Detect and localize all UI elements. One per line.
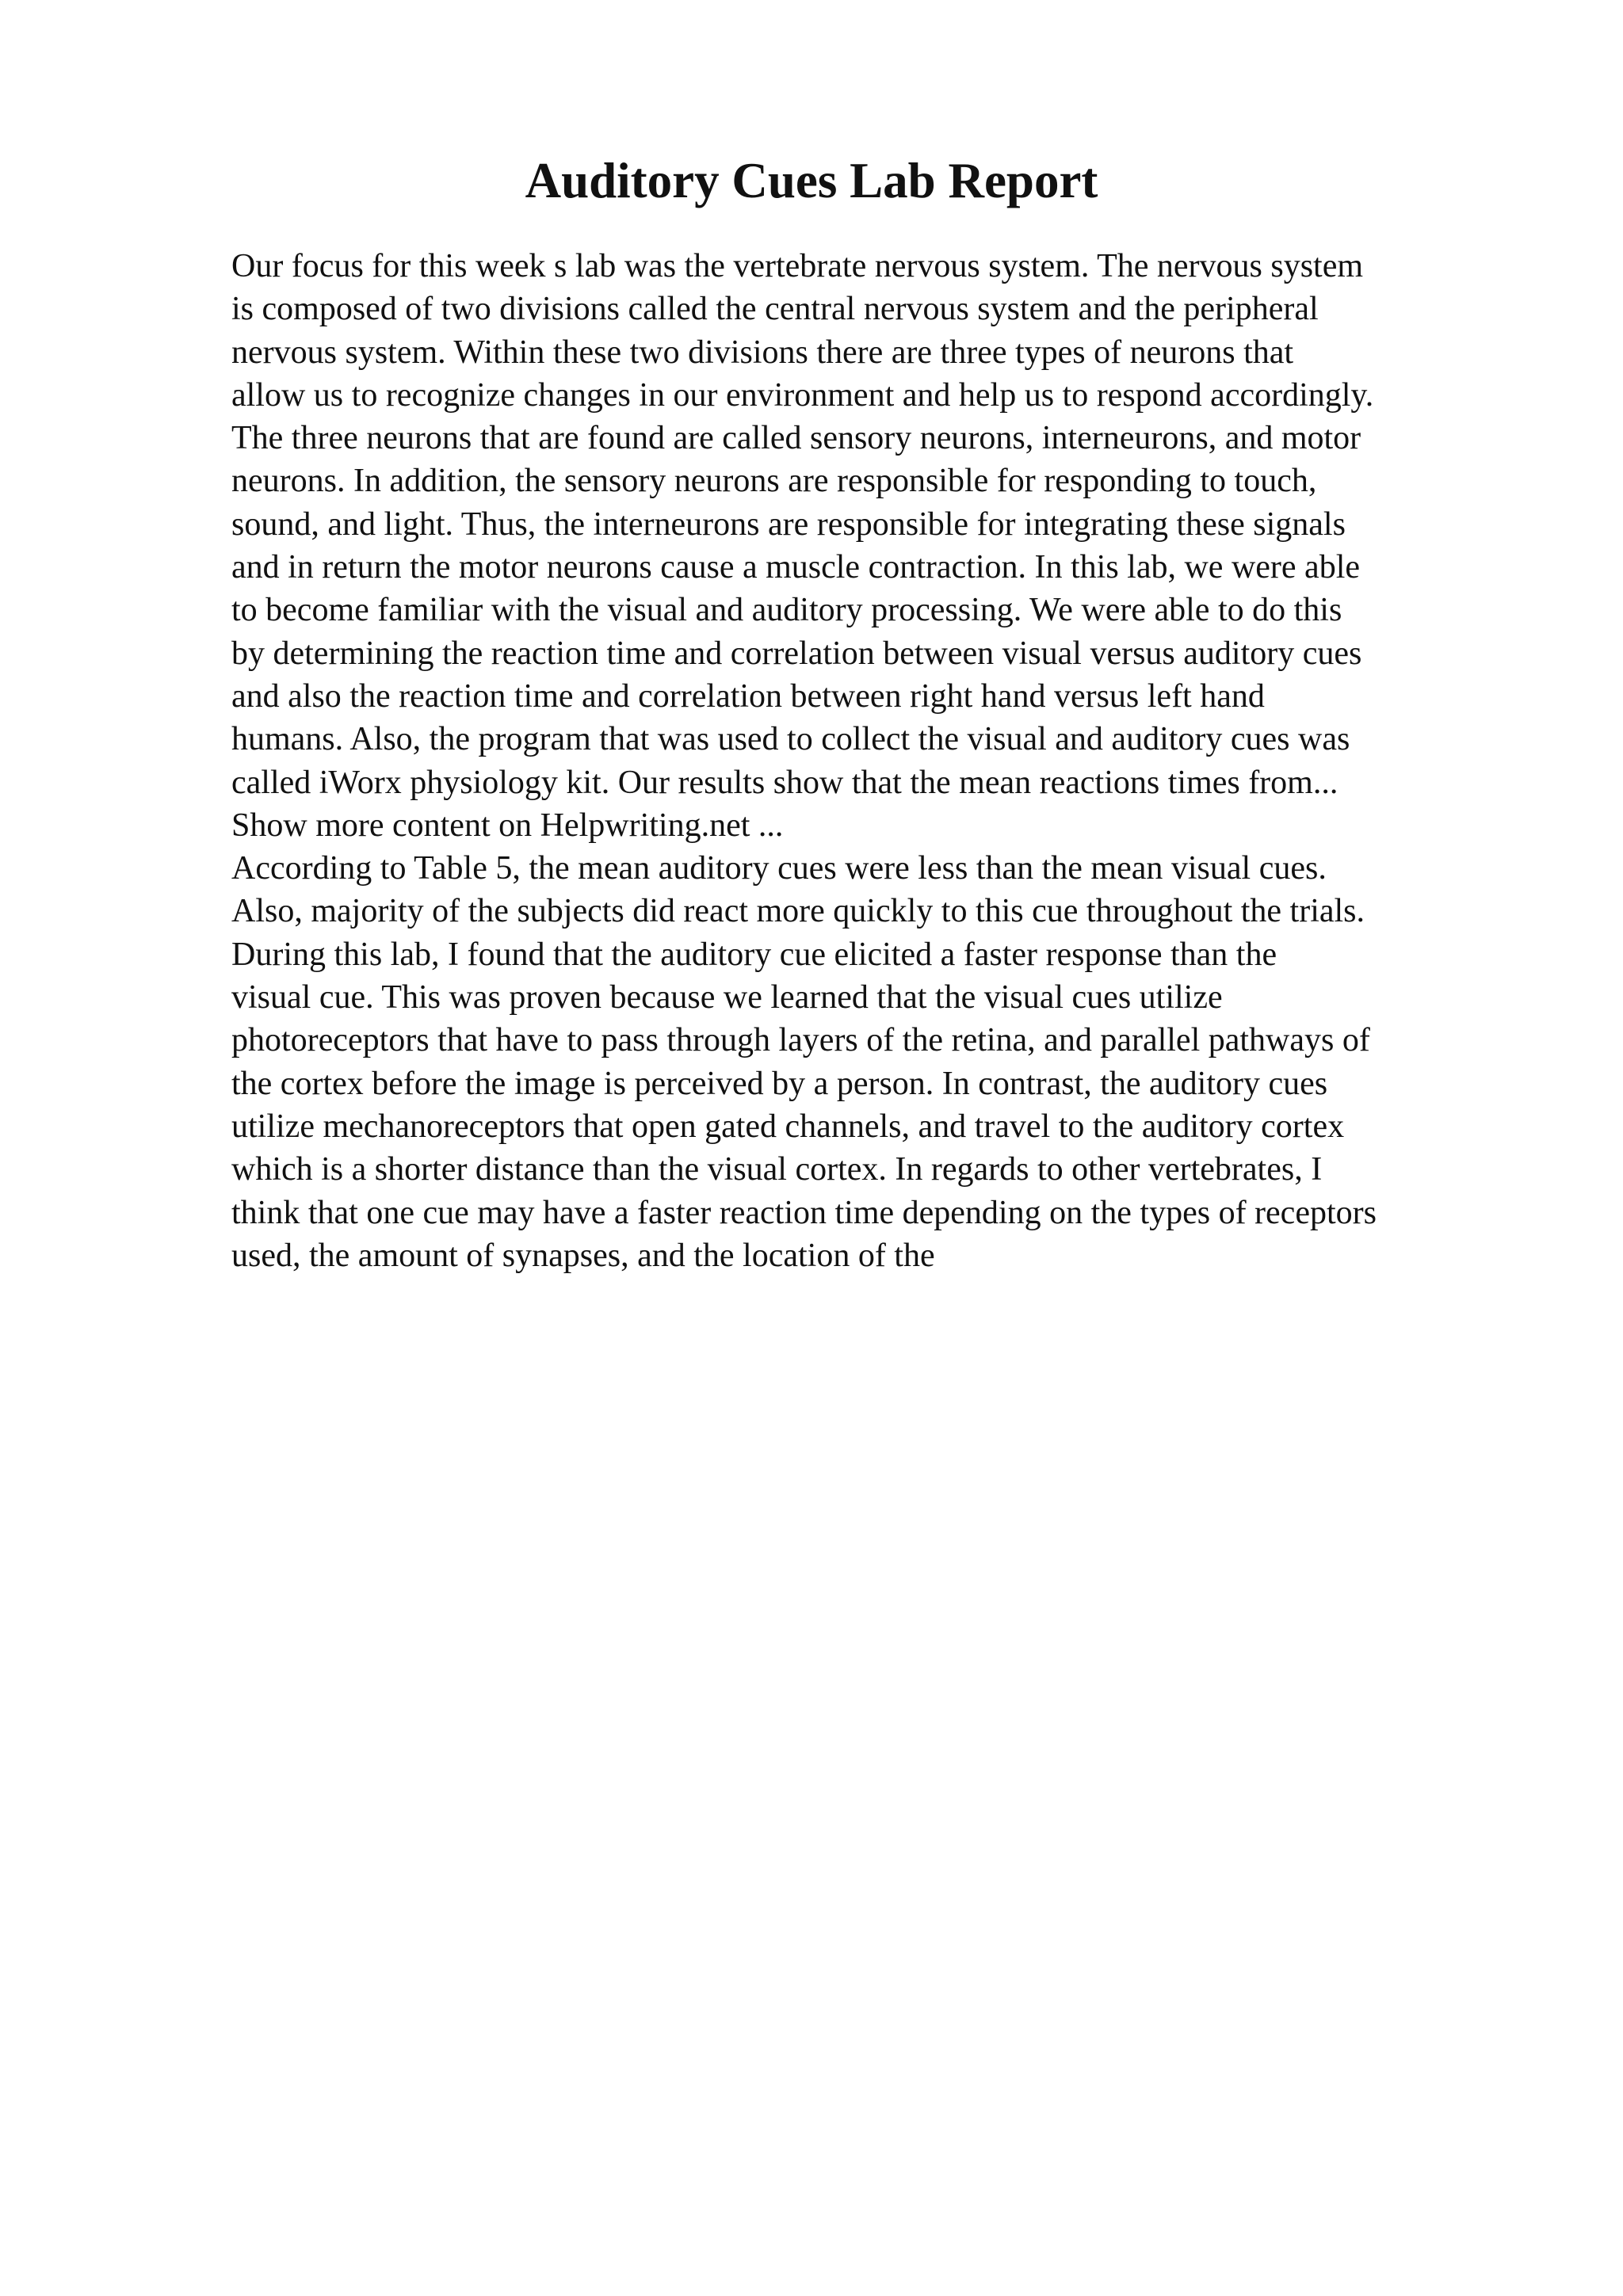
body-line: utilize mechanoreceptors that open gated channels, and travel to the auditory cortex bbox=[231, 1108, 1345, 1145]
body-line: called iWorx physiology kit. Our results show that the mean reactions times from... bbox=[231, 764, 1338, 801]
body-line: humans. Also, the program that was used to collect the visual and auditory cues was bbox=[231, 721, 1350, 758]
body-line: allow us to recognize changes in our environment and help us to respond accordingly. bbox=[231, 376, 1374, 414]
body-line: by determining the reaction time and correlation between visual versus auditory cues bbox=[231, 635, 1362, 672]
body-line: During this lab, I found that the auditory cue elicited a faster response than the bbox=[231, 936, 1277, 973]
body-line: the cortex before the image is perceived by a person. In contrast, the auditory cues bbox=[231, 1065, 1328, 1102]
body-line: which is a shorter distance than the visual cortex. In regards to other vertebrates, I bbox=[231, 1151, 1323, 1188]
show-more-link[interactable]: Show more content on Helpwriting.net ... bbox=[231, 807, 784, 844]
body-line: The three neurons that are found are called sensory neurons, interneurons, and motor bbox=[231, 420, 1361, 457]
body-line: to become familiar with the visual and auditory processing. We were able to do this bbox=[231, 592, 1342, 629]
body-line: used, the amount of synapses, and the location of the bbox=[231, 1237, 935, 1274]
document-body bbox=[231, 245, 1531, 1277]
body-line: sound, and light. Thus, the interneurons are responsible for integrating these signals bbox=[231, 505, 1346, 543]
body-line: Our focus for this week s lab was the vertebrate nervous system. The nervous system bbox=[231, 248, 1364, 284]
body-line: Also, majority of the subjects did react more quickly to this cue throughout the trials. bbox=[231, 893, 1365, 930]
body-line: nervous system. Within these two divisions there are three types of neurons that bbox=[231, 334, 1294, 371]
document-title: Auditory Cues Lab Report bbox=[525, 153, 1098, 208]
body-line: According to Table 5, the mean auditory cues were less than the mean visual cues. bbox=[231, 850, 1327, 887]
body-line: and in return the motor neurons cause a muscle contraction. In this lab, we were able bbox=[231, 549, 1361, 586]
body-line: photoreceptors that have to pass through layers of the retina, and parallel pathways of bbox=[231, 1022, 1370, 1059]
body-line: is composed of two divisions called the central nervous system and the peripheral bbox=[231, 291, 1319, 328]
body-line: neurons. In addition, the sensory neurons are responsible for responding to touch, bbox=[231, 463, 1317, 500]
body-line: visual cue. This was proven because we learned that the visual cues utilize bbox=[231, 979, 1223, 1016]
body-line: and also the reaction time and correlation between right hand versus left hand bbox=[231, 677, 1265, 715]
body-line: think that one cue may have a faster reaction time depending on the types of receptors bbox=[231, 1194, 1377, 1231]
